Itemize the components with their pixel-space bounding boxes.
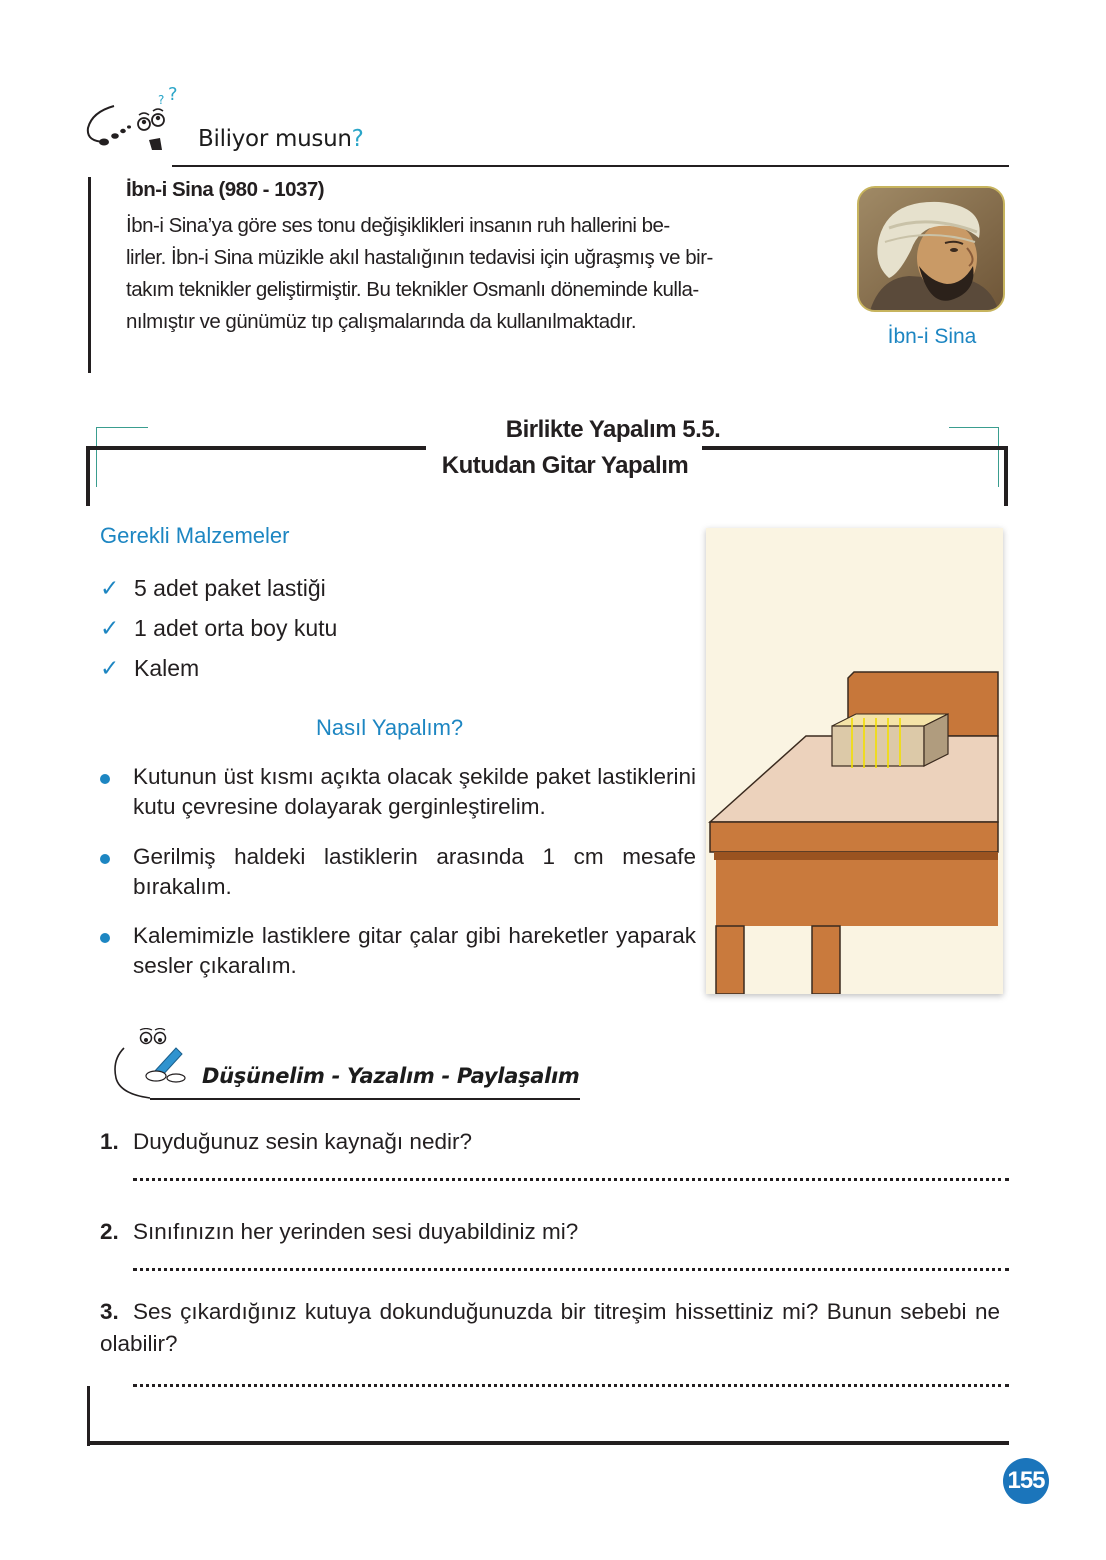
page-number-badge: 155 — [1003, 1458, 1049, 1504]
box-guitar-illustration — [706, 528, 1003, 994]
know-box-header — [84, 82, 1009, 170]
activity-subtitle-text: Kutudan Gitar Yapalım — [441, 452, 689, 479]
paragraph-line: lirler. İbn-i Sina müzikle akıl hastalığının tedavisi için uğraşmış ve bir- — [126, 246, 713, 269]
question-item — [100, 1216, 1010, 1248]
answer-line[interactable] — [133, 1178, 1009, 1181]
step-item — [100, 842, 696, 902]
step-text: Kalemimizle lastiklere gitar çalar gibi hareketler yaparak sesler çıkaralım. — [133, 923, 696, 978]
bottom-frame-left-bar — [87, 1386, 90, 1446]
answer-line[interactable] — [133, 1268, 1009, 1271]
svg-text:?: ? — [158, 93, 165, 107]
activity-title — [0, 416, 1106, 444]
ibn-i-sina-portrait — [857, 186, 1005, 312]
question-text: Duyduğunuz sesin kaynağı nedir? — [133, 1129, 472, 1154]
svg-text:?: ? — [168, 84, 178, 105]
thinking-pencil-icon — [110, 1028, 210, 1100]
frame-rule-right — [702, 446, 1008, 450]
portrait-image-icon — [859, 188, 1005, 312]
material-item — [100, 575, 326, 602]
think-write-share-title: Düşünelim - Yazalım - Paylaşalım — [202, 1064, 580, 1088]
know-box-title — [198, 126, 364, 152]
question-number: 2. — [100, 1219, 119, 1244]
know-box-heading: İbn-i Sina (980 - 1037) — [126, 178, 325, 201]
checkmark-icon: ✓ — [100, 655, 120, 681]
table-with-box-icon — [706, 528, 1003, 994]
paragraph-line: nılmıştır ve günümüz tıp çalışmalarında da kullanılmaktadır. — [126, 310, 637, 333]
bottom-frame-rule — [87, 1441, 1009, 1445]
material-item — [100, 615, 337, 642]
material-item — [100, 655, 199, 682]
paragraph-line: takım teknikler geliştirmiştir. Bu teknikler Osmanlı döneminde kulla- — [126, 278, 699, 301]
question-mark: ? — [351, 126, 364, 152]
question-item — [100, 1296, 1000, 1360]
step-text: Gerilmiş haldeki lastiklerin arasında 1 cm mesafe bırakalım. — [133, 844, 696, 899]
step-text: Kutunun üst kısmı açıkta olacak şekilde paket lastiklerini kutu çevresine dolayarak gerginleştirelim. — [133, 764, 696, 819]
step-item — [100, 762, 696, 822]
material-label: 5 adet paket lastiği — [134, 575, 326, 601]
know-box-title-text: Biliyor musun — [198, 126, 352, 152]
know-box-left-bar — [88, 177, 91, 373]
portrait-caption: İbn-i Sina — [887, 325, 977, 348]
material-label: 1 adet orta boy kutu — [134, 615, 338, 641]
header-rule — [172, 165, 1009, 167]
checkmark-icon: ✓ — [100, 615, 120, 641]
bullet-icon — [100, 774, 110, 784]
checkmark-icon: ✓ — [100, 575, 120, 601]
material-label: Kalem — [134, 655, 200, 681]
thinking-face-icon — [84, 82, 194, 162]
think-write-share-header — [110, 1028, 590, 1100]
paragraph-line: İbn-i Sina’ya göre ses tonu değişiklikleri insanın ruh hallerini be- — [126, 214, 670, 237]
bullet-icon — [100, 933, 110, 943]
frame-rule-left — [86, 446, 426, 450]
step-item — [100, 921, 696, 981]
bullet-icon — [100, 854, 110, 864]
howto-heading: Nasıl Yapalım? — [316, 715, 464, 740]
materials-heading: Gerekli Malzemeler — [100, 523, 290, 548]
question-text: Ses çıkardığınız kutuya dokunduğunuzda bir titreşim hissettiniz mi? Bunun sebebi ne olabilir? — [100, 1299, 1000, 1356]
question-text: Sınıfınızın her yerinden sesi duyabildiniz mi? — [133, 1219, 579, 1244]
activity-subtitle — [0, 452, 1106, 480]
question-item — [100, 1126, 1010, 1158]
question-number: 1. — [100, 1129, 119, 1154]
answer-line[interactable] — [133, 1384, 1009, 1387]
question-number: 3. — [100, 1299, 119, 1324]
know-box-paragraph — [126, 210, 826, 338]
activity-title-text: Birlikte Yapalım 5.5. — [505, 416, 721, 443]
think-header-rule — [150, 1098, 580, 1100]
